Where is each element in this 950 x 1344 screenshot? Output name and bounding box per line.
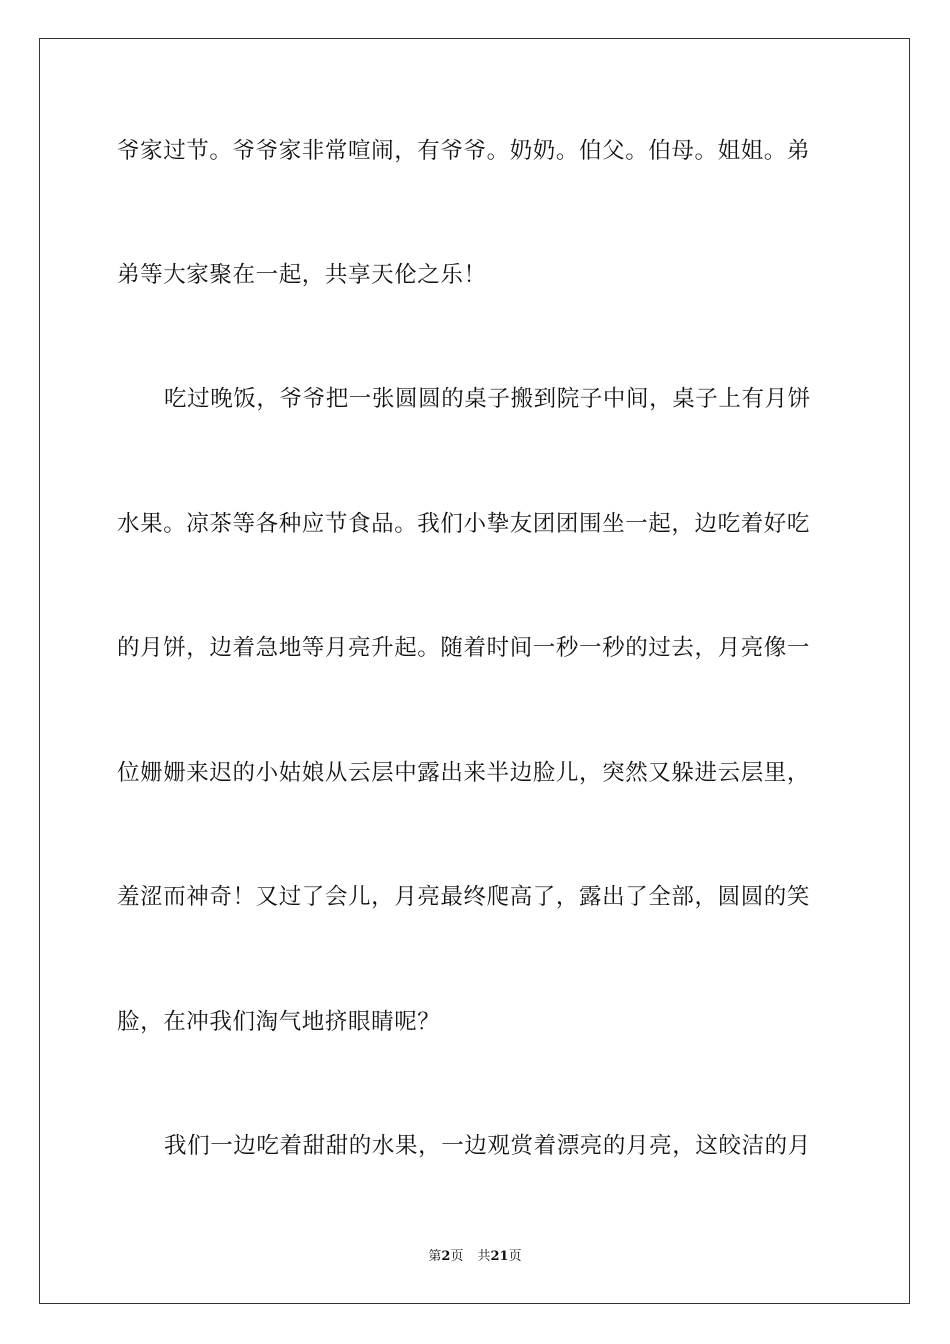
page-border xyxy=(39,38,910,1304)
footer-total-prefix: 共 xyxy=(477,1249,491,1264)
footer-page-suffix: 页 xyxy=(450,1249,464,1264)
text-line-2: 弟等大家聚在一起，共享天伦之乐！ xyxy=(117,262,487,288)
footer-total-suffix: 页 xyxy=(508,1249,522,1264)
footer-page-prefix: 第 xyxy=(428,1249,442,1264)
text-line-8: 脸，在冲我们淘气地挤眼睛呢？ xyxy=(117,1009,441,1035)
page-footer xyxy=(0,1248,950,1266)
text-line-1: 爷家过节。爷爷家非常喧闹，有爷爷。奶奶。伯父。伯母。姐姐。弟 xyxy=(117,138,811,164)
footer-page-number: 2 xyxy=(441,1249,451,1264)
text-line-6: 位姗姗来迟的小姑娘从云层中露出来半边脸儿，突然又躲进云层里， xyxy=(117,760,811,786)
text-line-4: 水果。凉茶等各种应节食品。我们小挚友团团围坐一起，边吃着好吃 xyxy=(117,511,811,537)
text-line-3: 吃过晚饭，爷爷把一张圆圆的桌子搬到院子中间，桌子上有月饼 xyxy=(164,386,811,412)
text-line-9: 我们一边吃着甜甜的水果，一边观赏着漂亮的月亮，这皎洁的月 xyxy=(164,1133,811,1159)
footer-total-pages: 21 xyxy=(490,1249,509,1264)
text-line-5: 的月饼，边着急地等月亮升起。随着时间一秒一秒的过去，月亮像一 xyxy=(117,635,811,661)
text-line-7: 羞涩而神奇！又过了会儿，月亮最终爬高了，露出了全部，圆圆的笑 xyxy=(117,884,811,910)
